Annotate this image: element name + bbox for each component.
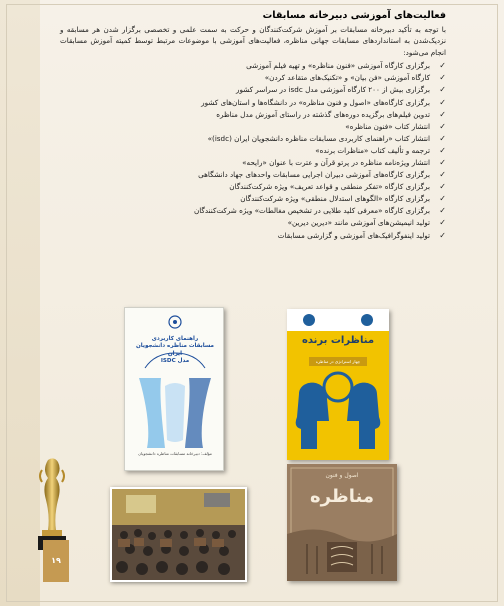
list-item [60,121,446,133]
list-item [60,157,446,169]
list-item [60,181,446,193]
list-item [60,133,446,145]
book-cover-winning-art [287,309,389,460]
list-item [60,72,446,84]
book-winning-title: مناظرات برنده [301,335,375,346]
list-item-text: تدوین فیلم‌های برگزیده دوره‌های گذشته در راستای آموزش مدل مناظره [216,109,430,119]
list-item [60,230,446,242]
list-item-text: برگزاری کارگاه‌های آموزشی دبیران اجرایی مسابقات واحدهای جهاد دانشگاهی [198,170,430,180]
section-heading: فعالیت‌های آموزشی دبیرخانه مسابقات [262,10,446,21]
book-principles-header: اصول و فنون [325,472,359,479]
check-icon: ✓ [439,194,446,204]
list-item [60,193,446,205]
list-item [60,60,446,72]
workshop-photo [110,487,247,582]
list-item-text: انتشار ویژه‌نامه مناظره در پرتو قرآن و عترت با عنوان «رایحه» [242,157,430,167]
workshop-photo-art [112,489,245,580]
list-item-text: تولید انیمیشن‌های آموزشی مانند «دیرین دیرین» [287,218,430,228]
check-icon: ✓ [439,109,446,119]
list-item-text: انتشار کتاب «راهنمای کاربردی مسابقات مناظره دانشجویان ایران (isdc)» [207,133,430,143]
book-cover-debate-principles [287,464,397,581]
list-item-text: تولید اینفوگرافیک‌های آموزشی و گزارشی مسابقات [277,230,430,240]
check-icon: ✓ [439,157,446,167]
list-item [60,169,446,181]
check-icon: ✓ [439,182,446,192]
check-icon: ✓ [439,85,446,95]
list-item-text: برگزاری کارگاه «تفکر منطقی و قواعد تعریف» ویژه شرکت‌کنندگان [229,182,430,192]
intro-paragraph: با توجه به تأکید دبیرخانه مسابقات بر آموزش شرکت‌کنندگان و حرکت به سمت علمی و تخصصی برگزار شدن هر مسابقه و نزدیک‌شدن به استانداردهای مسابقات جهانی مناظره، فعالیت‌های آموزشی با موضوعات مرتبط توسط کمیته آموزش مسابقات انجام می‌شود: [60,25,446,57]
book-principles-title: مناظره [309,486,375,507]
check-icon: ✓ [439,97,446,107]
list-item [60,205,446,217]
list-item [60,217,446,229]
check-icon: ✓ [439,61,446,71]
list-item-text: برگزاری کارگاه «الگوهای استدلال منطقی» ویژه شرکت‌کنندگان [240,194,430,204]
book-cover-principles-art [287,464,397,581]
check-icon: ✓ [439,170,446,180]
book-guide-footer: مؤلف: دبیرخانه مسابقات مناظره دانشجویان [138,451,212,456]
check-icon: ✓ [439,133,446,143]
check-icon: ✓ [439,73,446,83]
book-cover-guide-art [125,308,224,471]
check-icon: ✓ [439,206,446,216]
content-text-block [60,10,446,242]
list-item-text: کارگاه آموزشی «فن بیان» و «تکنیک‌های متقاعد کردن» [264,73,430,83]
check-icon: ✓ [439,145,446,155]
list-item [60,84,446,96]
list-item-text: برگزاری کارگاه «معرفی کلید طلایی در تشخیص مغالطات» ویژه شرکت‌کنندگان [193,206,430,216]
list-item-text: برگزاری کارگاه‌های «اصول و فنون مناظره» در دانشگاه‌ها و استان‌های کشور [201,97,430,107]
book-cover-winning-debates [287,309,389,460]
book-cover-guide [124,307,224,471]
list-item [60,97,446,109]
book-guide-title: راهنمای کاربردی مسابقات مناظره دانشجویان ایران مدل ISDC [136,336,214,365]
check-icon: ✓ [439,218,446,228]
check-icon: ✓ [439,121,446,131]
activities-list [60,60,446,241]
list-item-text: انتشار کتاب «فنون مناظره» [345,121,430,131]
list-item-text: برگزاری کارگاه آموزشی «فنون مناظره» و تهیه فیلم آموزشی [246,61,430,71]
list-item [60,145,446,157]
list-item-text: ترجمه و تألیف کتاب «مناظرات برنده» [315,145,430,155]
list-item [60,109,446,121]
list-item-text: برگزاری بیش از ۲۰۰ کارگاه آموزشی مدل isdc در سراسر کشور [236,85,430,95]
page-number: ۱۹ [51,556,61,565]
check-icon: ✓ [439,230,446,240]
book-winning-subtitle: چهار استراتژی در مناظره [315,359,361,364]
